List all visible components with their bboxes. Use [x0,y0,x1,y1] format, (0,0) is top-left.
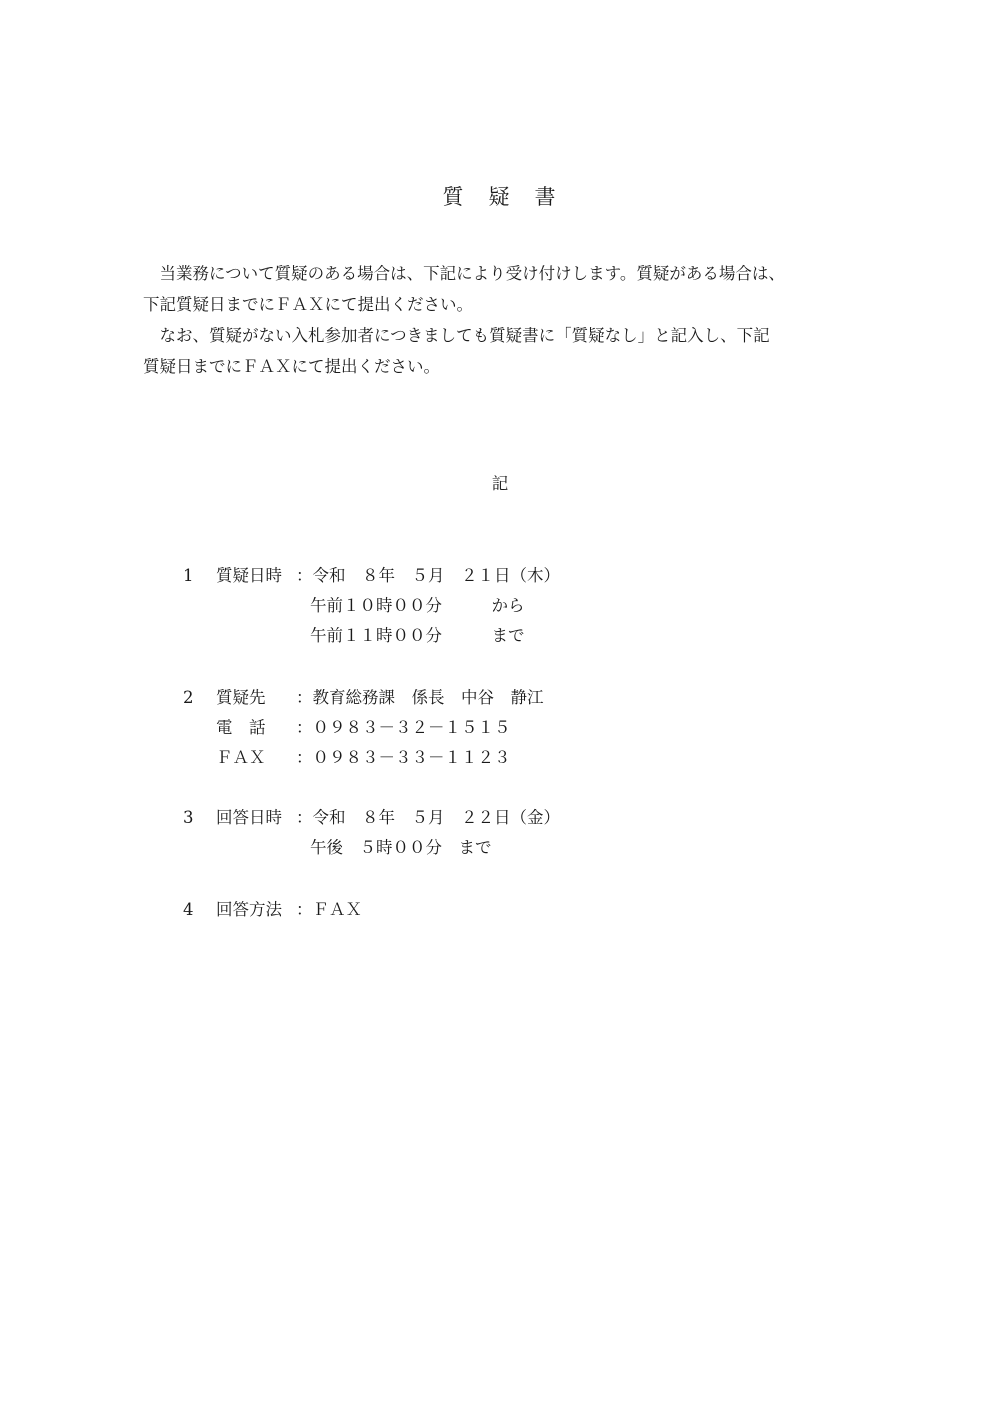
intro-line: 当業務について質疑のある場合は、下記により受け付けします。質疑がある場合は、 [143,264,785,283]
item-number: 3 [183,808,194,827]
item-number: 2 [183,688,194,707]
item-value-answer-method: ：ＦＡＸ [296,900,362,919]
item-number: 1 [183,566,194,585]
item-label-inquiry-datetime: 質疑日時 [216,566,282,585]
item-label-answer-datetime: 回答日時 [216,808,282,827]
item-number: 4 [183,900,194,919]
item-value-contact-person: ：教育総務課 係長 中谷 静江 [296,688,544,707]
item-value-inquiry-date: ：令和 ８年 ５月 ２１日（木） [296,566,560,585]
intro-line: 質疑日までにＦＡＸにて提出ください。 [143,357,440,376]
intro-line: 下記質疑日までにＦＡＸにて提出ください。 [143,295,473,314]
item-label-telephone: 電 話 [216,718,266,737]
item-value-answer-date: ：令和 ８年 ５月 ２２日（金） [296,808,560,827]
page-title: 質 疑 書 [442,185,558,209]
item-value-fax: ：０９８３－３３－１１２３ [296,748,511,767]
item-value-inquiry-end: 午前１１時００分 まで [310,626,525,645]
item-label-inquiry-contact: 質疑先 [216,688,266,707]
ki-heading: 記 [491,474,509,493]
item-value-answer-time: 午後 ５時００分 まで [310,838,492,857]
item-value-inquiry-start: 午前１０時００分 から [310,596,525,615]
item-label-answer-method: 回答方法 [216,900,282,919]
item-label-fax: ＦＡＸ [216,748,266,767]
item-value-telephone: ：０９８３－３２－１５１５ [296,718,511,737]
intro-line: なお、質疑がない入札参加者につきましても質疑書に「質疑なし」と記入し、下記 [143,326,770,345]
intro-paragraph [143,258,883,382]
